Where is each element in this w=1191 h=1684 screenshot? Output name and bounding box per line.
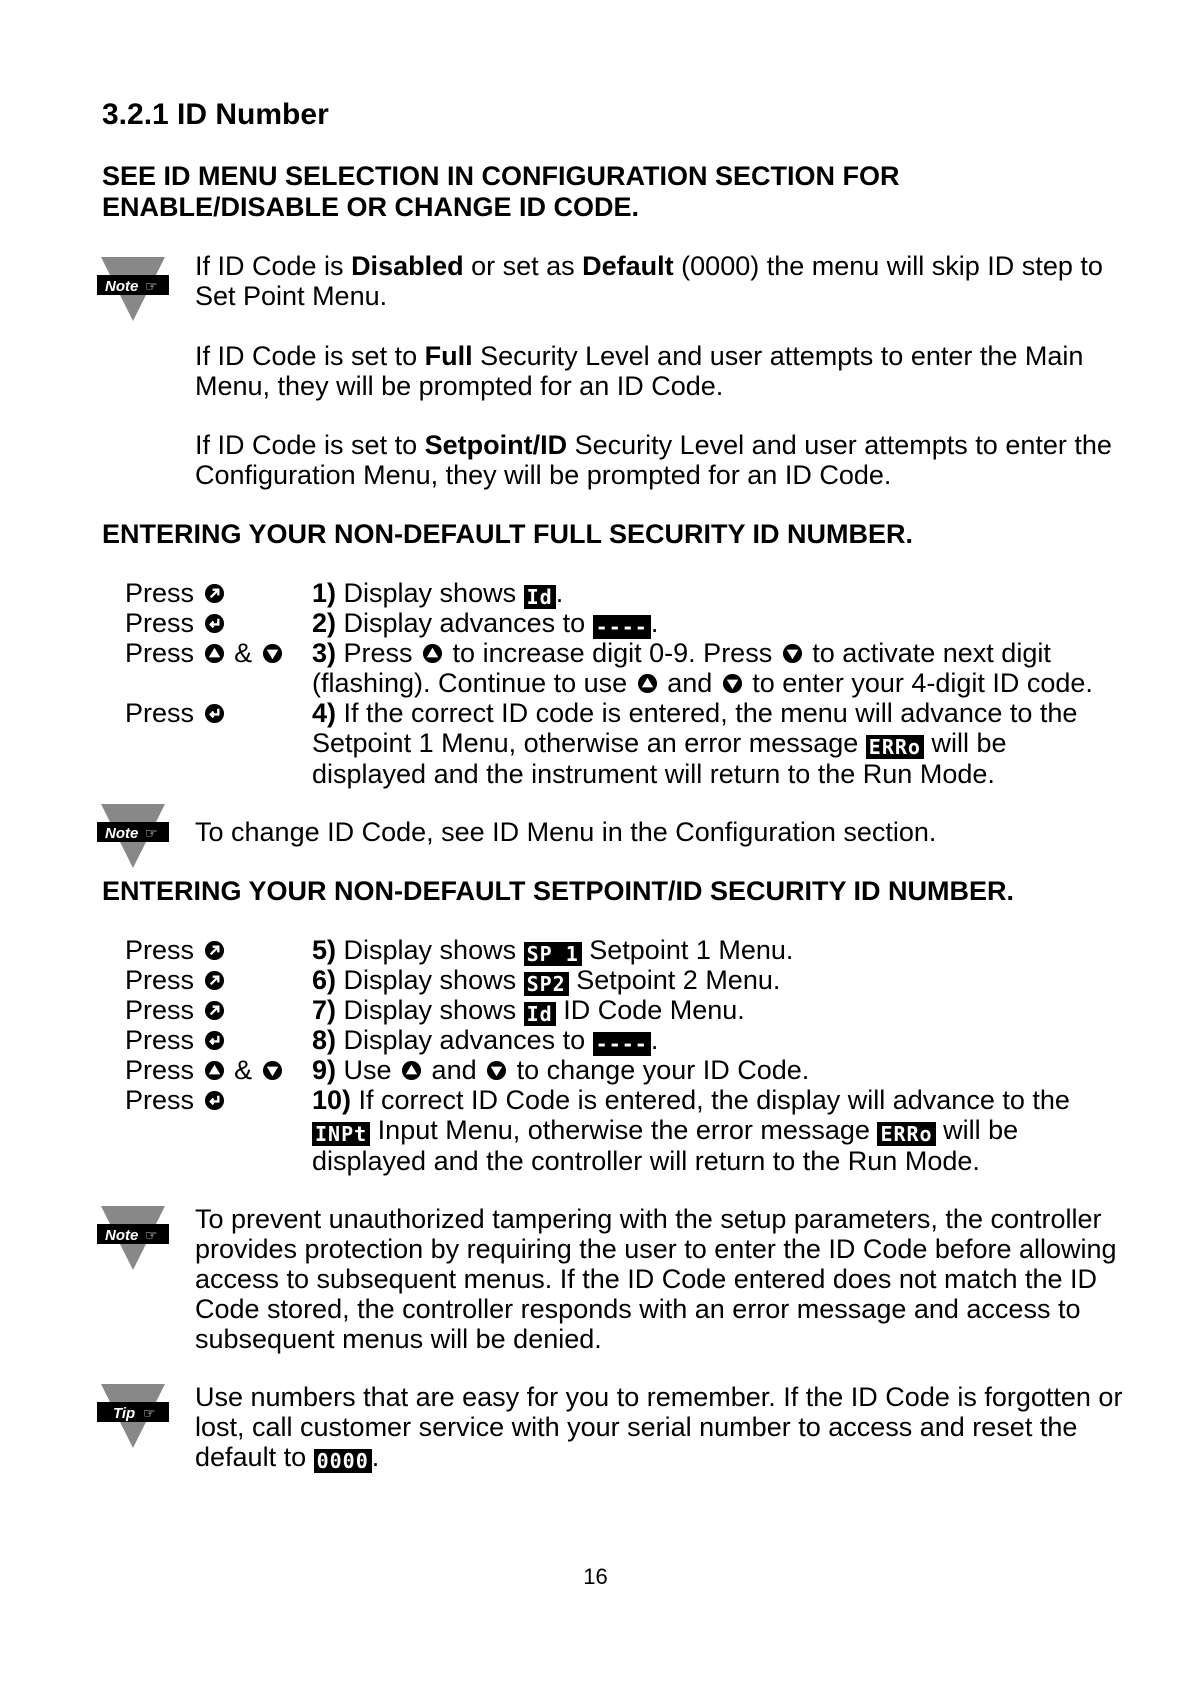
press-menu-7: Press <box>125 995 227 1025</box>
menu-button-icon <box>204 970 225 991</box>
enter-button-icon <box>204 1030 225 1051</box>
step-5: 5) Display shows SP 1 Setpoint 1 Menu. <box>312 935 794 966</box>
down-button-icon <box>722 673 743 694</box>
down-button-icon <box>782 643 803 664</box>
up-button-icon <box>637 673 658 694</box>
down-button-icon <box>262 643 283 664</box>
page-number: 16 <box>583 1564 608 1589</box>
note2-text: To change ID Code, see ID Menu in the Configuration section. <box>195 817 937 847</box>
note1-paragraph-2: If ID Code is set to Full Security Level and user attempts to enter the Main Menu, they will be prompted for an ID Code. <box>195 341 1084 401</box>
press-menu-1: Press <box>125 578 227 608</box>
lcd-display: ERRo <box>877 1122 935 1146</box>
section-title: 3.2.1 ID Number <box>102 98 329 131</box>
step-3: 3) Press to increase digit 0-9. Press to activate next digit (flashing). Continue to use and to enter your 4-digit ID code. <box>312 638 1093 698</box>
note1-paragraph-1: If ID Code is Disabled or set as Default (0000) the menu will skip ID step to Set Point Menu. <box>195 251 1103 311</box>
down-button-icon <box>486 1060 507 1081</box>
svg-text:Tip: Tip <box>113 1405 136 1422</box>
step-7: 7) Display shows Id ID Code Menu. <box>312 995 745 1026</box>
step-4: 4) If the correct ID code is entered, the menu will advance to the Setpoint 1 Menu, otherwise an error message ERRo will be displayed and the instrument will return to the Run Mode. <box>312 698 1078 789</box>
down-button-icon <box>262 1060 283 1081</box>
lcd-display: Id <box>524 1002 556 1026</box>
enter-button-icon <box>204 1090 225 1111</box>
svg-text:☞: ☞ <box>145 1228 158 1244</box>
menu-button-icon <box>204 1000 225 1021</box>
step-6: 6) Display shows SP2 Setpoint 2 Menu. <box>312 965 781 996</box>
note-icon <box>97 1204 169 1272</box>
note-icon <box>97 802 169 870</box>
up-button-icon <box>204 1060 225 1081</box>
press-menu-6: Press <box>125 965 227 995</box>
heading-setpoint-security: ENTERING YOUR NON-DEFAULT SETPOINT/ID SECURITY ID NUMBER. <box>102 876 1015 906</box>
up-button-icon <box>401 1060 422 1081</box>
caps-instruction: SEE ID MENU SELECTION IN CONFIGURATION SECTION FOR ENABLE/DISABLE OR CHANGE ID CODE. <box>102 161 900 222</box>
up-button-icon <box>422 643 443 664</box>
press-enter-4: Press <box>125 698 227 728</box>
press-up-down-3: Press & <box>125 638 285 668</box>
lcd-display: ---- <box>593 1032 651 1056</box>
step-2: 2) Display advances to ---- . <box>312 608 659 639</box>
lcd-display: Id <box>524 585 556 609</box>
svg-text:Note: Note <box>105 825 139 842</box>
enter-button-icon <box>204 613 225 634</box>
note-icon <box>97 255 169 323</box>
step-1: 1) Display shows Id . <box>312 578 564 609</box>
lcd-display: SP 1 <box>524 942 582 966</box>
lcd-display: SP2 <box>524 972 569 996</box>
svg-text:☞: ☞ <box>143 1406 156 1422</box>
press-enter-8: Press <box>125 1025 227 1055</box>
press-menu-5: Press <box>125 935 227 965</box>
press-up-down-9: Press & <box>125 1055 285 1085</box>
svg-text:☞: ☞ <box>145 279 158 295</box>
note3-text: To prevent unauthorized tampering with the setup parameters, the controller provides protection by requiring the user to enter the ID Code before allowing access to subsequent menus. If the ID Code entered does not match the ID Code stored, the controller responds with an error message and access to subsequent menus will be denied. <box>195 1204 1117 1354</box>
menu-button-icon <box>204 583 225 604</box>
press-enter-2: Press <box>125 608 227 638</box>
lcd-display: ---- <box>593 615 651 639</box>
heading-full-security: ENTERING YOUR NON-DEFAULT FULL SECURITY ID NUMBER. <box>102 519 914 549</box>
note1-paragraph-3: If ID Code is set to Setpoint/ID Security Level and user attempts to enter the Configuration Menu, they will be prompted for an ID Code. <box>195 430 1112 490</box>
tip-icon <box>97 1382 169 1450</box>
step-8: 8) Display advances to ---- . <box>312 1025 659 1056</box>
lcd-display: INPt <box>312 1122 370 1146</box>
lcd-display: ERRo <box>866 735 924 759</box>
svg-text:☞: ☞ <box>145 826 158 842</box>
step-9: 9) Use and to change your ID Code. <box>312 1055 810 1085</box>
menu-button-icon <box>204 940 225 961</box>
step-10: 10) If correct ID Code is entered, the display will advance to the INPt Input Menu, otherwise the error message ERRo will be displayed and the controller will return to the Run Mode. <box>312 1085 1070 1176</box>
up-button-icon <box>204 643 225 664</box>
svg-text:Note: Note <box>105 278 139 295</box>
tip-text: Use numbers that are easy for you to remember. If the ID Code is forgotten or lost, call customer service with your serial number to access and reset the default to 0000 . <box>195 1382 1123 1473</box>
lcd-display: 0000 <box>314 1449 372 1473</box>
enter-button-icon <box>204 703 225 724</box>
press-enter-10: Press <box>125 1085 227 1115</box>
svg-text:Note: Note <box>105 1227 139 1244</box>
